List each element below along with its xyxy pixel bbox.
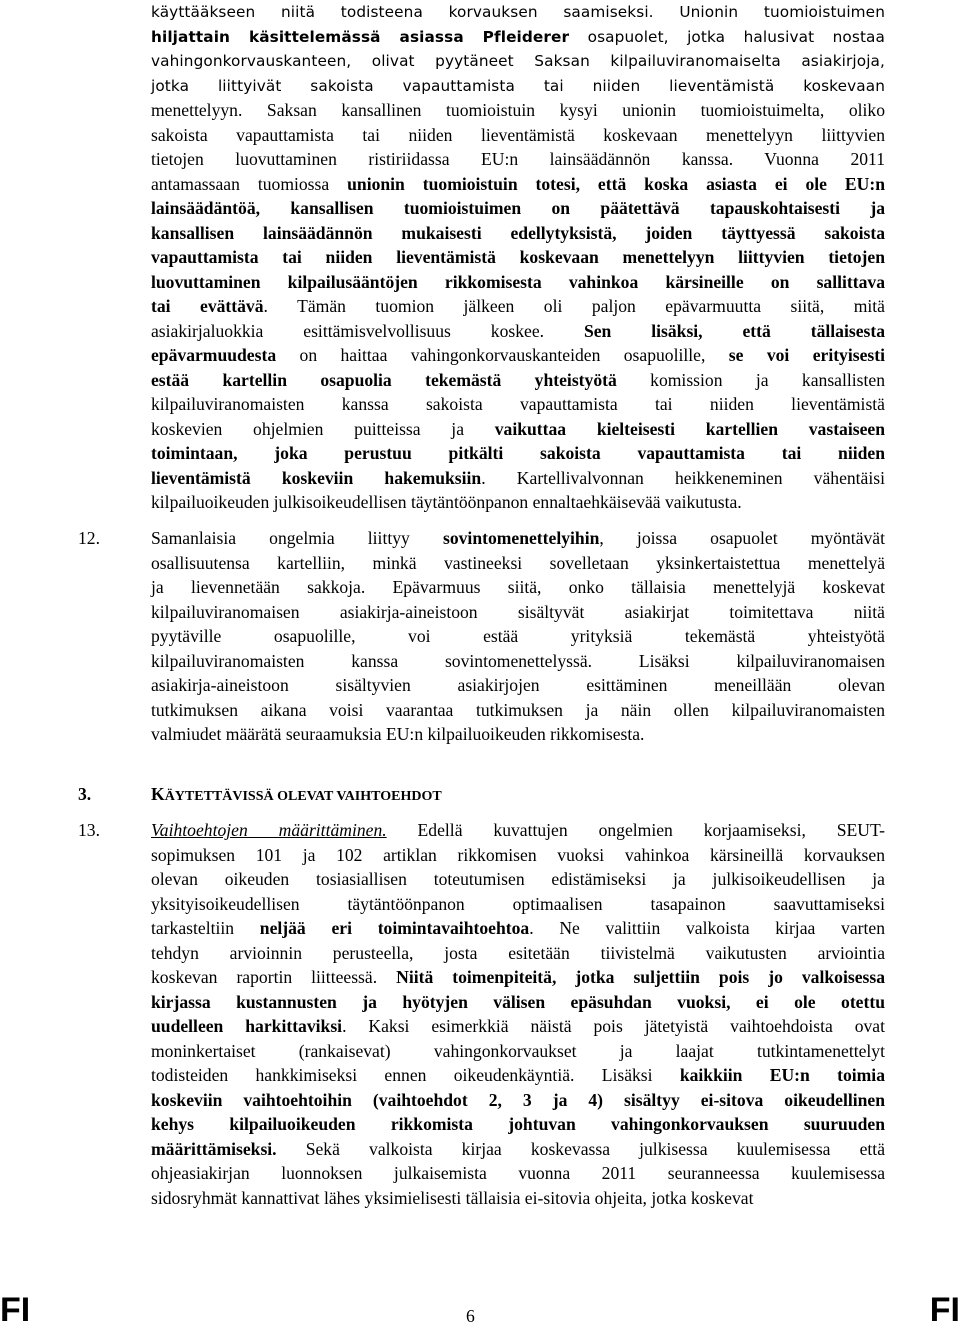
language-code-right: FI — [929, 1291, 960, 1329]
text-line — [151, 392, 885, 416]
text-line — [151, 965, 885, 989]
text-span: ja lievennetään sakkoja. Epävarmuus siitä, onko tällaisia menettelyjä koskevat — [151, 577, 885, 597]
text-span: todisteiden hankkimiseksi ennen oikeudenkäyntiä. Lisäksi — [151, 1065, 680, 1085]
text-span: ohjeasiakirjan luonnoksen julkaisemista vuonna 2011 seuranneessa kuulemisessa — [151, 1163, 885, 1183]
text-line — [151, 147, 885, 171]
text-line — [151, 722, 885, 746]
text-span: tietojen luovuttaminen ristiriidassa EU:n lainsäädännön kanssa. Vuonna 2011 — [151, 149, 885, 169]
bold-text: unionin tuomioistuin totesi, että koska asiasta ei ole EU:n — [347, 173, 885, 194]
text-span: Samanlaisia ongelmia liittyy — [151, 528, 443, 548]
bold-text: lainsäädäntöä, kansallisen tuomioistuimen on päätettävä tapauskohtaisesti ja — [151, 198, 885, 218]
text-span: komission ja kansallisten — [616, 369, 885, 390]
text-span: . Tämän tuomion jälkeen oli paljon epävarmuutta siitä, mitä — [263, 296, 885, 316]
text-line — [151, 818, 885, 842]
text-line — [151, 49, 885, 73]
text-line — [151, 1161, 885, 1185]
text-line — [151, 1186, 885, 1210]
text-line — [151, 74, 885, 98]
bold-text: lieventämistä koskeviin hakemuksiin — [151, 467, 482, 488]
section-3-title — [151, 782, 442, 809]
language-code-left: FI — [0, 1291, 31, 1329]
bold-text: vaikuttaa kielteisesti kartellien vastaiseen — [494, 418, 885, 439]
text-line — [151, 698, 885, 722]
bold-text: koskeviin vaihtoehtoihin (vaihtoehdot 2, 3 ja 4) sisältyy ei-sitova oikeudellinen — [151, 1089, 885, 1110]
text-line — [151, 575, 885, 599]
text-span: Sekä valkoista kirjaa koskevassa julkisessa kuulemisessa että — [276, 1138, 885, 1159]
bold-text: hiljattain käsittelemässä asiassa Pfleiderer — [151, 27, 570, 46]
bold-text: kaikkiin EU:n toimia — [679, 1065, 885, 1085]
text-line — [151, 172, 885, 196]
text-span: menettelyyn. Saksan kansallinen tuomioistuin kysyi unionin tuomioistuimelta, oliko — [151, 100, 885, 120]
text-span: koskevan raportin liitteessä. — [151, 967, 397, 987]
text-span: kilpailuoikeuden julkisoikeudellisen täytäntöönpanon ennaltaehkäisevää vaikutusta. — [151, 492, 742, 512]
text-span: käyttääkseen niitä todisteena korvauksen saamiseksi. Unionin tuomioistuimen — [151, 3, 885, 21]
text-span: tehdyn arvioinnin perusteella, josta esitetään tiivistelmä vaikutusten arviointia — [151, 942, 885, 963]
text-span: osapuolet, jotka halusivat nostaa — [569, 27, 885, 46]
text-line — [151, 551, 885, 575]
section-3-title-rest: ÄYTETTÄVISSÄ OLEVAT VAIHTOEHDOT — [164, 789, 442, 804]
text-line — [151, 270, 885, 294]
text-line — [151, 98, 885, 122]
text-span: . Kaksi esimerkkiä näistä pois jätetyistä vaihtoehdoista ovat — [342, 1016, 885, 1036]
bold-text: kehys kilpailuoikeuden rikkomista johtuvan vahingonkorvauksen suuruuden — [151, 1114, 885, 1134]
text-line — [151, 941, 885, 965]
section-3-title-initial: K — [151, 784, 165, 804]
text-line — [151, 294, 885, 318]
text-line — [151, 466, 885, 490]
text-span: kilpailuviranomaisen asiakirja-aineistoon sisältyvät asiakirjat toimitettava niitä — [151, 601, 885, 622]
text-line — [151, 196, 885, 220]
text-span: tarkasteltiin — [151, 918, 260, 938]
text-span: antamassaan tuomiossa — [151, 173, 348, 194]
text-line — [151, 624, 885, 648]
text-line — [151, 441, 885, 465]
text-span: moninkertaiset (rankaisevat) vahingonkorvaukset ja laajat tutkintamenettelyt — [151, 1040, 885, 1061]
text-span: pyytäville osapuolille, voi estää yrityksiä tekemästä yhteistyötä — [151, 626, 885, 646]
text-span: Edellä kuvattujen ongelmien korjaamiseksi, SEUT- — [386, 820, 885, 840]
text-span: , joissa osapuolet myöntävät — [599, 528, 885, 548]
text-span: kilpailuviranomaisten kanssa sovintomenettelyssä. Lisäksi kilpailuviranomaisen — [151, 650, 885, 671]
bold-text: vapauttamista tai niiden lieventämistä koskevaan menettelyyn liittyvien tietojen — [151, 247, 885, 267]
text-span: on haittaa vahingonkorvauskanteiden osapuolille, — [276, 345, 729, 365]
text-line — [151, 867, 885, 891]
text-line — [151, 1137, 885, 1161]
underlined-heading: Vaihtoehtojen määrittäminen. — [151, 820, 387, 840]
text-line — [151, 990, 885, 1014]
bold-text: estää kartellin osapuolia tekemästä yhteistyötä — [151, 369, 617, 390]
text-line — [151, 1088, 885, 1112]
text-span: yksityisoikeudellisen täytäntöönpanon optimaalisen tasapainon saavuttamiseksi — [151, 893, 885, 914]
text-line — [151, 526, 885, 550]
text-line — [151, 1039, 885, 1063]
bold-text: kirjassa kustannusten ja hyötyjen välisen epäsuhdan vuoksi, ei ole otettu — [151, 991, 885, 1012]
text-span: valmiudet määrätä seuraamuksia EU:n kilpailuoikeuden rikkomisesta. — [151, 724, 645, 744]
paragraph-12-number: 12. — [78, 528, 100, 548]
text-line — [151, 417, 885, 441]
bold-text: uudelleen harkittaviksi — [151, 1016, 343, 1036]
bold-text: toimintaan, joka perustuu pitkälti sakoista vapauttamista tai niiden — [151, 443, 885, 463]
text-line — [151, 245, 885, 269]
text-span: asiakirja-aineistoon sisältyvien asiakirjojen esittäminen meneillään olevan — [151, 675, 885, 695]
bold-text: neljää eri toimintavaihtoehtoa — [259, 918, 530, 938]
text-span: koskevien ohjelmien puitteissa ja — [151, 418, 495, 439]
bold-text: Niitä toimenpiteitä, jotka suljettiin pois jo valkoisessa — [396, 967, 885, 987]
text-span: . Kartellivalvonnan heikkeneminen vähentäisi — [481, 467, 885, 488]
text-line — [151, 343, 885, 367]
text-line — [151, 843, 885, 867]
bold-text: se voi erityisesti — [728, 345, 885, 365]
text-line — [151, 916, 885, 940]
text-line — [151, 490, 885, 514]
text-span: kilpailuviranomaisten kanssa sakoista vapauttamista tai niiden lieventämistä — [151, 394, 885, 414]
bold-text: luovuttaminen kilpailusääntöjen rikkomisesta vahinkoa kärsineille on sallittava — [151, 271, 885, 292]
text-span: olevan oikeuden tosiasiallisen toteutumisen edistämiseksi ja julkisoikeudellisen ja — [151, 869, 885, 889]
bold-text: Sen lisäksi, että tällaisesta — [583, 320, 886, 341]
text-line — [151, 0, 885, 24]
text-line — [151, 123, 885, 147]
section-3-number: 3. — [78, 784, 92, 804]
text-line — [151, 1014, 885, 1038]
paragraph-13-number: 13. — [78, 820, 100, 840]
page-number: 6 — [466, 1306, 475, 1326]
text-line — [151, 1112, 885, 1136]
text-line — [151, 892, 885, 916]
bold-text: tai evättävä — [151, 296, 264, 316]
text-span: osallisuutensa kartelliin, minkä vastineeksi sovelletaan yksinkertaistettua menettelyä — [151, 552, 885, 573]
bold-text: sovintomenettelyihin — [442, 528, 600, 548]
bold-text: määrittämiseksi. — [151, 1138, 277, 1159]
bold-text: kansallisen lainsäädännön mukaisesti edellytyksistä, joiden täyttyessä sakoista — [151, 222, 885, 243]
text-span: sopimuksen 101 ja 102 artiklan rikkomisen vuoksi vahinkoa kärsineillä korvauksen — [151, 844, 885, 865]
text-span: . Ne valittiin valkoista kirjaa varten — [529, 918, 885, 938]
text-span: jotka liittyivät sakoista vapauttamista tai niiden lieventämistä koskevaan — [151, 76, 885, 95]
text-line — [151, 1063, 885, 1087]
text-line — [151, 600, 885, 624]
bold-text: epävarmuudesta — [151, 345, 277, 365]
text-line — [151, 649, 885, 673]
text-line — [151, 319, 885, 343]
text-line — [151, 221, 885, 245]
text-line — [151, 368, 885, 392]
text-span: sidosryhmät kannattivat lähes yksimielisesti tällaisia ei-sitovia ohjeita, jotka koskevat — [151, 1187, 754, 1208]
text-span: sakoista vapauttamista tai niiden lieventämistä koskevaan menettelyyn liittyvien — [151, 124, 885, 145]
text-span: tutkimuksen aikana voisi vaarantaa tutkimuksen ja näin ollen kilpailuviranomaisten — [151, 699, 885, 720]
text-line — [151, 673, 885, 697]
text-span: asiakirjaluokkia esittämisvelvollisuus koskee. — [151, 320, 584, 341]
text-span: vahingonkorvauskanteen, olivat pyytäneet Saksan kilpailuviranomaiselta asiakirjoja, — [151, 52, 885, 70]
text-line — [151, 25, 885, 49]
